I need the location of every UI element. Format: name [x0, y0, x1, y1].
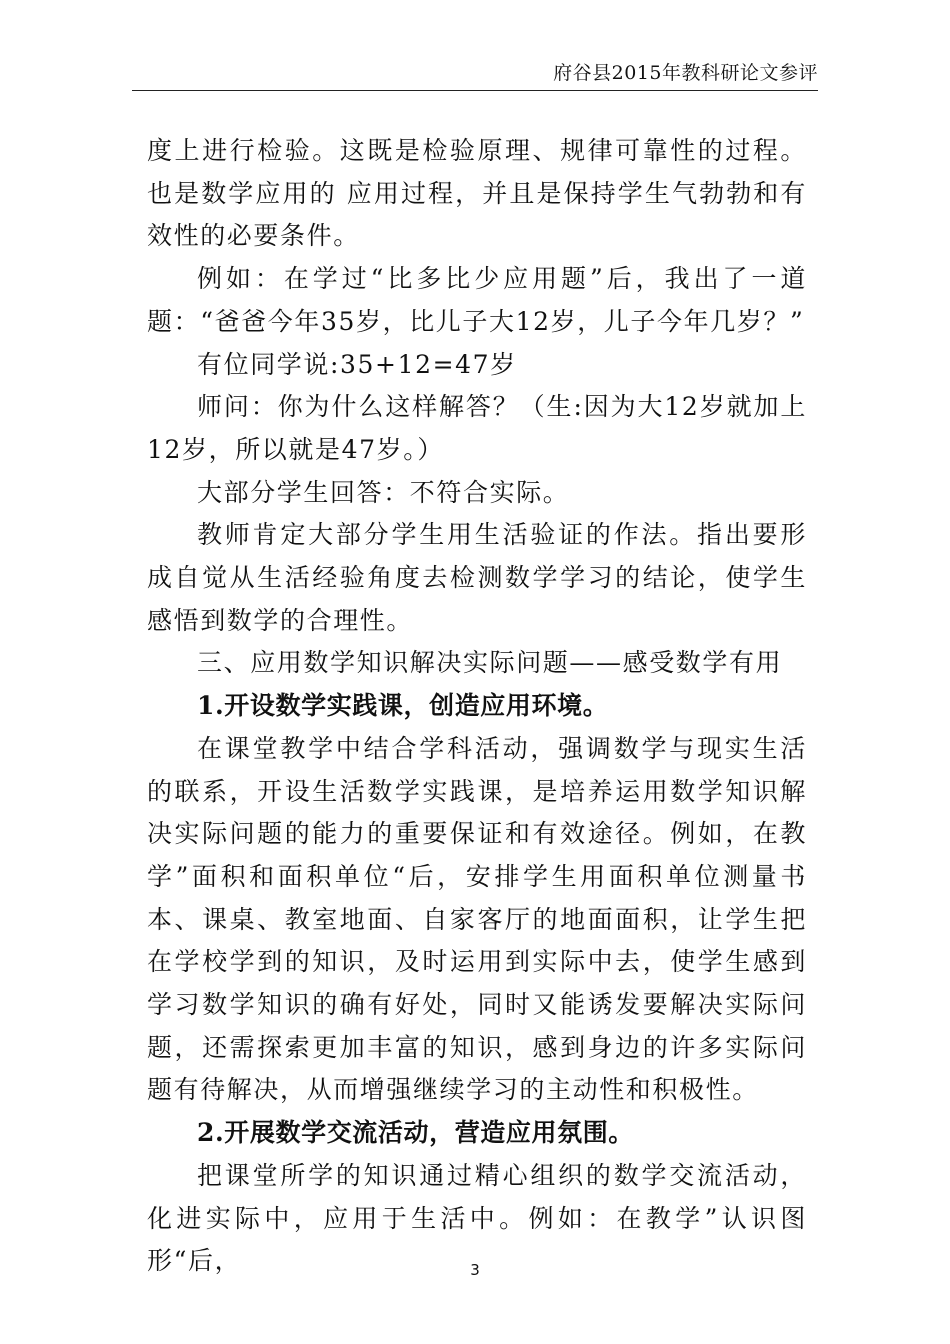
paragraph-majority-answer: 大部分学生回答：不符合实际。: [197, 477, 570, 507]
section-heading-3: 三、应用数学知识解决实际问题——感受数学有用: [197, 648, 783, 678]
document-body: [147, 130, 807, 1283]
paragraph-teacher-conclusion: 教师肯定大部分学生用生活验证的作法。指出要形成自觉从生活经验角度去检测数学学习的结论，使学生感悟到数学的合理性。: [147, 520, 807, 635]
header-divider: [132, 90, 818, 91]
paragraph-exchange-activity: 把课堂所学的知识通过精心组织的数学交流活动，化进实际中，应用于生活中。例如：在教学”认识图形“后，: [147, 1160, 807, 1276]
paragraph-teacher-question: 师问：你为什么这样解答？（生:因为大12岁就加上12岁，所以就是47岁。）: [147, 392, 807, 464]
subheading-2: 2.开展数学交流活动，营造应用氛围。: [197, 1118, 634, 1148]
paragraph-continuation: 度上进行检验。这既是检验原理、规律可靠性的过程。也是数学应用的 应用过程，并且是保持学生气勃勃和有效性的必要条件。: [147, 136, 807, 251]
subheading-1: 1.开设数学实践课，创造应用环境。: [197, 691, 609, 721]
paragraph-student-answer: 有位同学说:35+12=47岁: [197, 349, 517, 379]
paragraph-example: 例如：在学过“比多比少应用题”后，我出了一道题：“爸爸今年35岁，比儿子大12岁，儿子今年几岁？”: [147, 264, 807, 336]
header-title: 府谷县2015年教科研论文参评: [553, 62, 818, 84]
paragraph-practice-class: 在课堂教学中结合学科活动，强调数学与现实生活的联系，开设生活数学实践课，是培养运用数学知识解决实际问题的能力的重要保证和有效途径。例如，在教学”面积和面积单位“后，安排学生用面积单位测量书本、课桌、教室地面、自家客厅的地面面积，让学生把在学校学到的知识，及时运用到实际中去，使学生感到学习数学知识的确有好处，同时又能诱发要解决实际问题，还需探索更加丰富的知识，感到身边的许多实际问题有待解决，从而增强继续学习的主动性和积极性。: [147, 733, 807, 1105]
page-number: 3: [470, 1261, 480, 1279]
